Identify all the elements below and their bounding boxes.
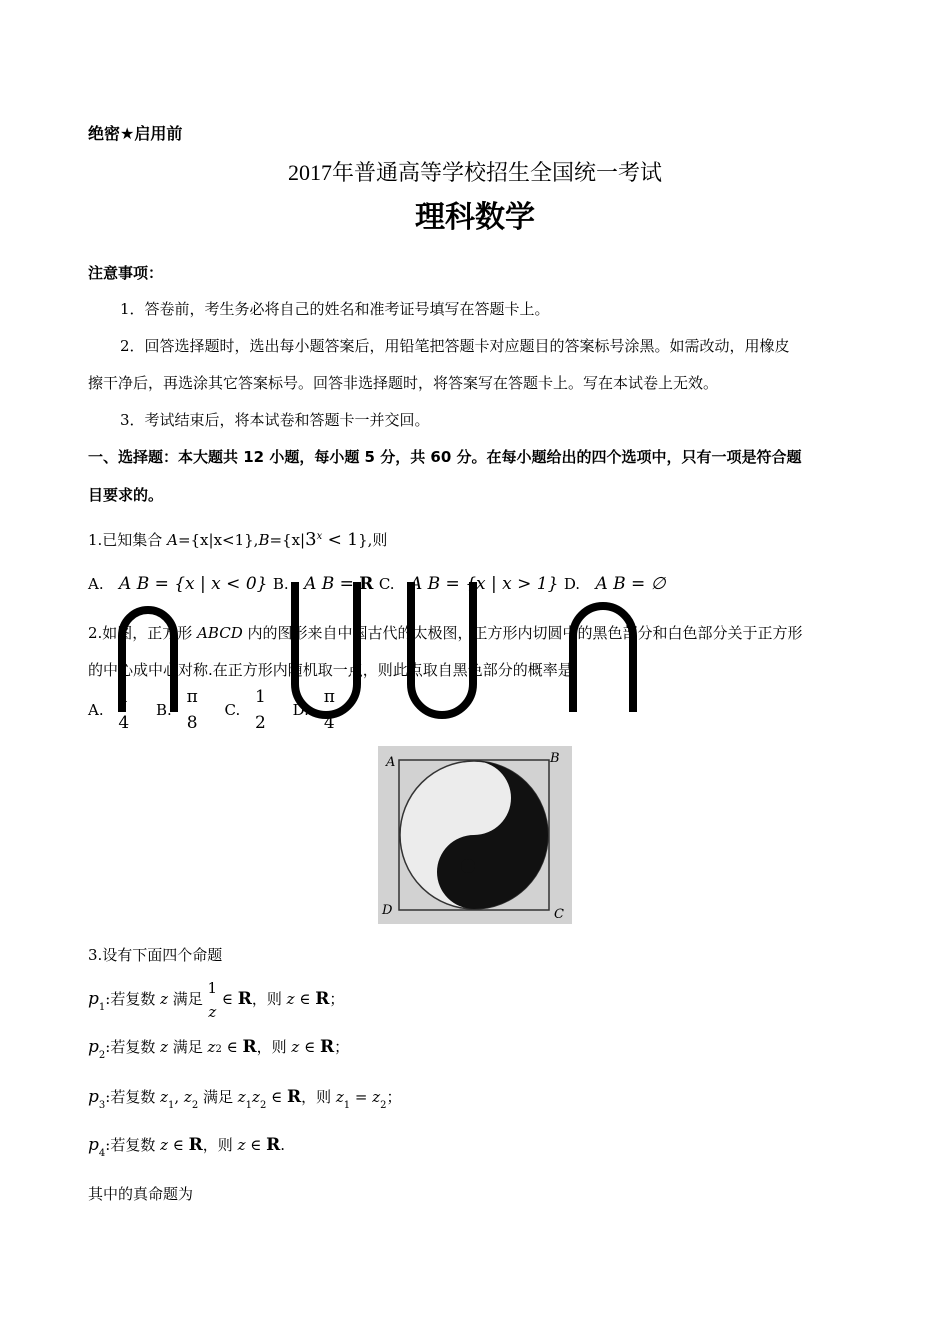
p3-sb: 2 [380,1100,387,1111]
p1-in2: ∈ [294,990,316,1008]
p1-real-set: R [237,989,252,1009]
p4-index: 4 [98,1148,106,1159]
p1-text-b: 满足 [168,990,208,1008]
p4-z: z [160,1136,168,1154]
p1-end: ； [329,990,345,1008]
p2-end: ； [334,1038,350,1056]
q2-option-d-num: π [323,687,335,707]
q1-option-a-expr: A B = {x | x < 0} [119,574,268,594]
p3-text-b: 满足 [198,1088,238,1106]
note-item-3: 3．考试结束后，将本试卷和答题卡一并交回。 [120,411,430,429]
q2-option-d-den: 4 [323,713,335,733]
p1-real-set-2: R [315,989,330,1009]
q1-option-a-label: A. [88,575,104,593]
p3-s1: 1 [168,1100,175,1111]
p4-real-set: R [188,1135,203,1155]
p2-text-b: 满足 [168,1038,208,1056]
p1-z: z [160,990,168,1008]
p3-sa: 1 [343,1100,351,1111]
p4-in2: ∈ [245,1136,267,1154]
p1-num: 1 [207,979,218,997]
p2-real-set-2: R [319,1037,335,1057]
q2-option-c-den: 2 [255,713,266,733]
q1-option-b-label: B. [272,575,289,593]
p4-z2: z [237,1136,246,1154]
q1-option-c-expr: A B = {x | x > 1} [409,574,559,594]
q2-line1-c: 内的图形来自中国古代的太极图，正方形内切圆中的黑色部分和白色部分关于正方形 [242,624,803,642]
p4-in: ∈ [168,1136,189,1154]
p1-text-a: :若复数 [105,990,161,1008]
p3-s3: 1 [245,1100,253,1111]
p2-index: 2 [98,1050,106,1061]
p1-fraction [208,976,218,1024]
p3-za: z [335,1088,344,1106]
q2-option-d-label: D. [292,701,309,719]
p3-zb: z [372,1088,381,1106]
note-item-1: 1．答卷前，考生务必将自己的姓名和准考证号填写在答题卡上。 [120,300,550,318]
note-item-2-cont: 擦干净后，再选涂其它答案标号。回答非选择题时，将答案写在答题卡上。写在本试卷上无效。 [88,374,719,392]
q2-option-b-label: B. [156,701,172,719]
q2-option-a-den: 4 [118,713,130,733]
proposition-p4 [88,1134,286,1159]
p3-product-z2: z [252,1088,260,1106]
vertex-b-label: B [550,751,560,766]
p2-z-squared: z [207,1038,216,1056]
p3-text-a: :若复数 [105,1088,161,1106]
q2-option-a-num: 1 [118,687,130,707]
q1-set-b-suffix: < 1 [322,530,359,550]
union-symbol-b [295,582,357,715]
p2-symbol: p [88,1037,99,1057]
p3-end: ； [386,1088,402,1106]
section-heading-line2: 目要求的。 [88,486,164,504]
q1-option-b-expr: A B = [304,574,360,594]
p2-then: ，则 [256,1038,292,1056]
q1-base: 3 [305,529,317,550]
p1-den: z [208,1003,217,1021]
p1-in: ∈ [217,990,238,1008]
proposition-p2 [88,1036,350,1061]
exam-title: 2017年普通高等学校招生全国统一考试 [287,160,662,185]
p3-s4: 2 [259,1100,267,1111]
q2-option-b-den: 8 [186,713,198,733]
p3-z2: z [183,1088,192,1106]
p3-eq: = [350,1088,373,1106]
notes-heading: 注意事项： [88,264,164,282]
q1-suffix: },则 [358,531,388,549]
intersection-symbol-d [573,606,633,712]
proposition-p3 [88,1086,402,1111]
p3-then: ，则 [301,1088,336,1106]
proposition-p1 [88,974,344,1024]
p3-s2: 2 [191,1100,199,1111]
q1-option-d-label: D. [563,575,581,593]
p3-product-z1: z [237,1088,246,1106]
intersection-symbol-a [122,610,174,712]
question-3-closing: 其中的真命题为 [88,1185,194,1203]
p1-symbol: p [88,989,99,1009]
q1-set-b-name: B [258,531,270,549]
vertex-a-label: A [386,755,396,770]
q1-exponent: x [316,531,323,542]
taiji-figure [378,746,572,924]
note-item-2: 2．回答选择题时，选出每小题答案后，用铅笔把答题卡对应题目的答案标号涂黑。如需改动，用橡皮 [120,337,790,355]
p2-real-set: R [242,1037,257,1057]
p3-symbol: p [88,1087,99,1107]
p2-in: ∈ [221,1038,243,1056]
p3-comma: , [174,1088,184,1106]
p1-then: ，则 [251,990,287,1008]
q1-set-b-prefix: ={x| [269,531,306,549]
q1-option-c-label: C. [378,575,395,593]
q1-set-a-name: A [167,531,178,549]
p4-real-set-2: R [266,1135,281,1155]
p1-index: 1 [98,1002,106,1013]
question-3-stem: 3.设有下面四个命题 [88,946,223,964]
p2-exponent: 2 [215,1044,222,1055]
black-dot [461,859,475,873]
p1-z2: z [286,990,295,1008]
p2-text-a: :若复数 [105,1038,161,1056]
q2-line1-a: 2.如图，正方形 [88,624,198,642]
p2-z2: z [291,1038,300,1056]
p3-in: ∈ [266,1088,287,1106]
q2-option-a-label: A. [88,701,104,719]
q2-square-name: ABCD [197,624,243,642]
p4-text-a: :若复数 [105,1136,161,1154]
q1-prefix: 1.已知集合 [88,531,168,549]
q1-option-b-real-set: R [359,574,374,594]
question-2-line2: 的中心成中心对称.在正方形内随机取一点，则此点取自黑色部分的概率是 [88,661,573,679]
p4-symbol: p [88,1135,99,1155]
p3-real-set: R [286,1087,302,1107]
taiji-svg [378,746,572,924]
p2-z: z [160,1038,168,1056]
vertex-c-label: C [554,907,564,922]
q2-option-c-num: 1 [255,687,266,707]
confidential-label: 绝密★启用前 [88,124,183,143]
subject-title: 理科数学 [415,200,535,235]
section-heading-line1: 一、选择题：本大题共 12 小题，每小题 5 分，共 60 分。在每小题给出的四个选项中，只有一项是符合题 [88,448,802,466]
union-symbol-c [411,582,473,715]
q1-set-a: ={x|x<1}, [177,531,259,549]
p4-then: ，则 [202,1136,238,1154]
p4-end: . [280,1136,286,1154]
p2-in2: ∈ [299,1038,320,1056]
vertex-d-label: D [382,903,393,918]
p3-z1: z [160,1088,168,1106]
white-dot [466,790,482,806]
q2-option-c-label: C. [224,701,241,719]
p3-index: 3 [98,1100,106,1111]
q1-option-d-expr: A B = ∅ [595,574,666,594]
q2-option-b-num: π [186,687,198,707]
